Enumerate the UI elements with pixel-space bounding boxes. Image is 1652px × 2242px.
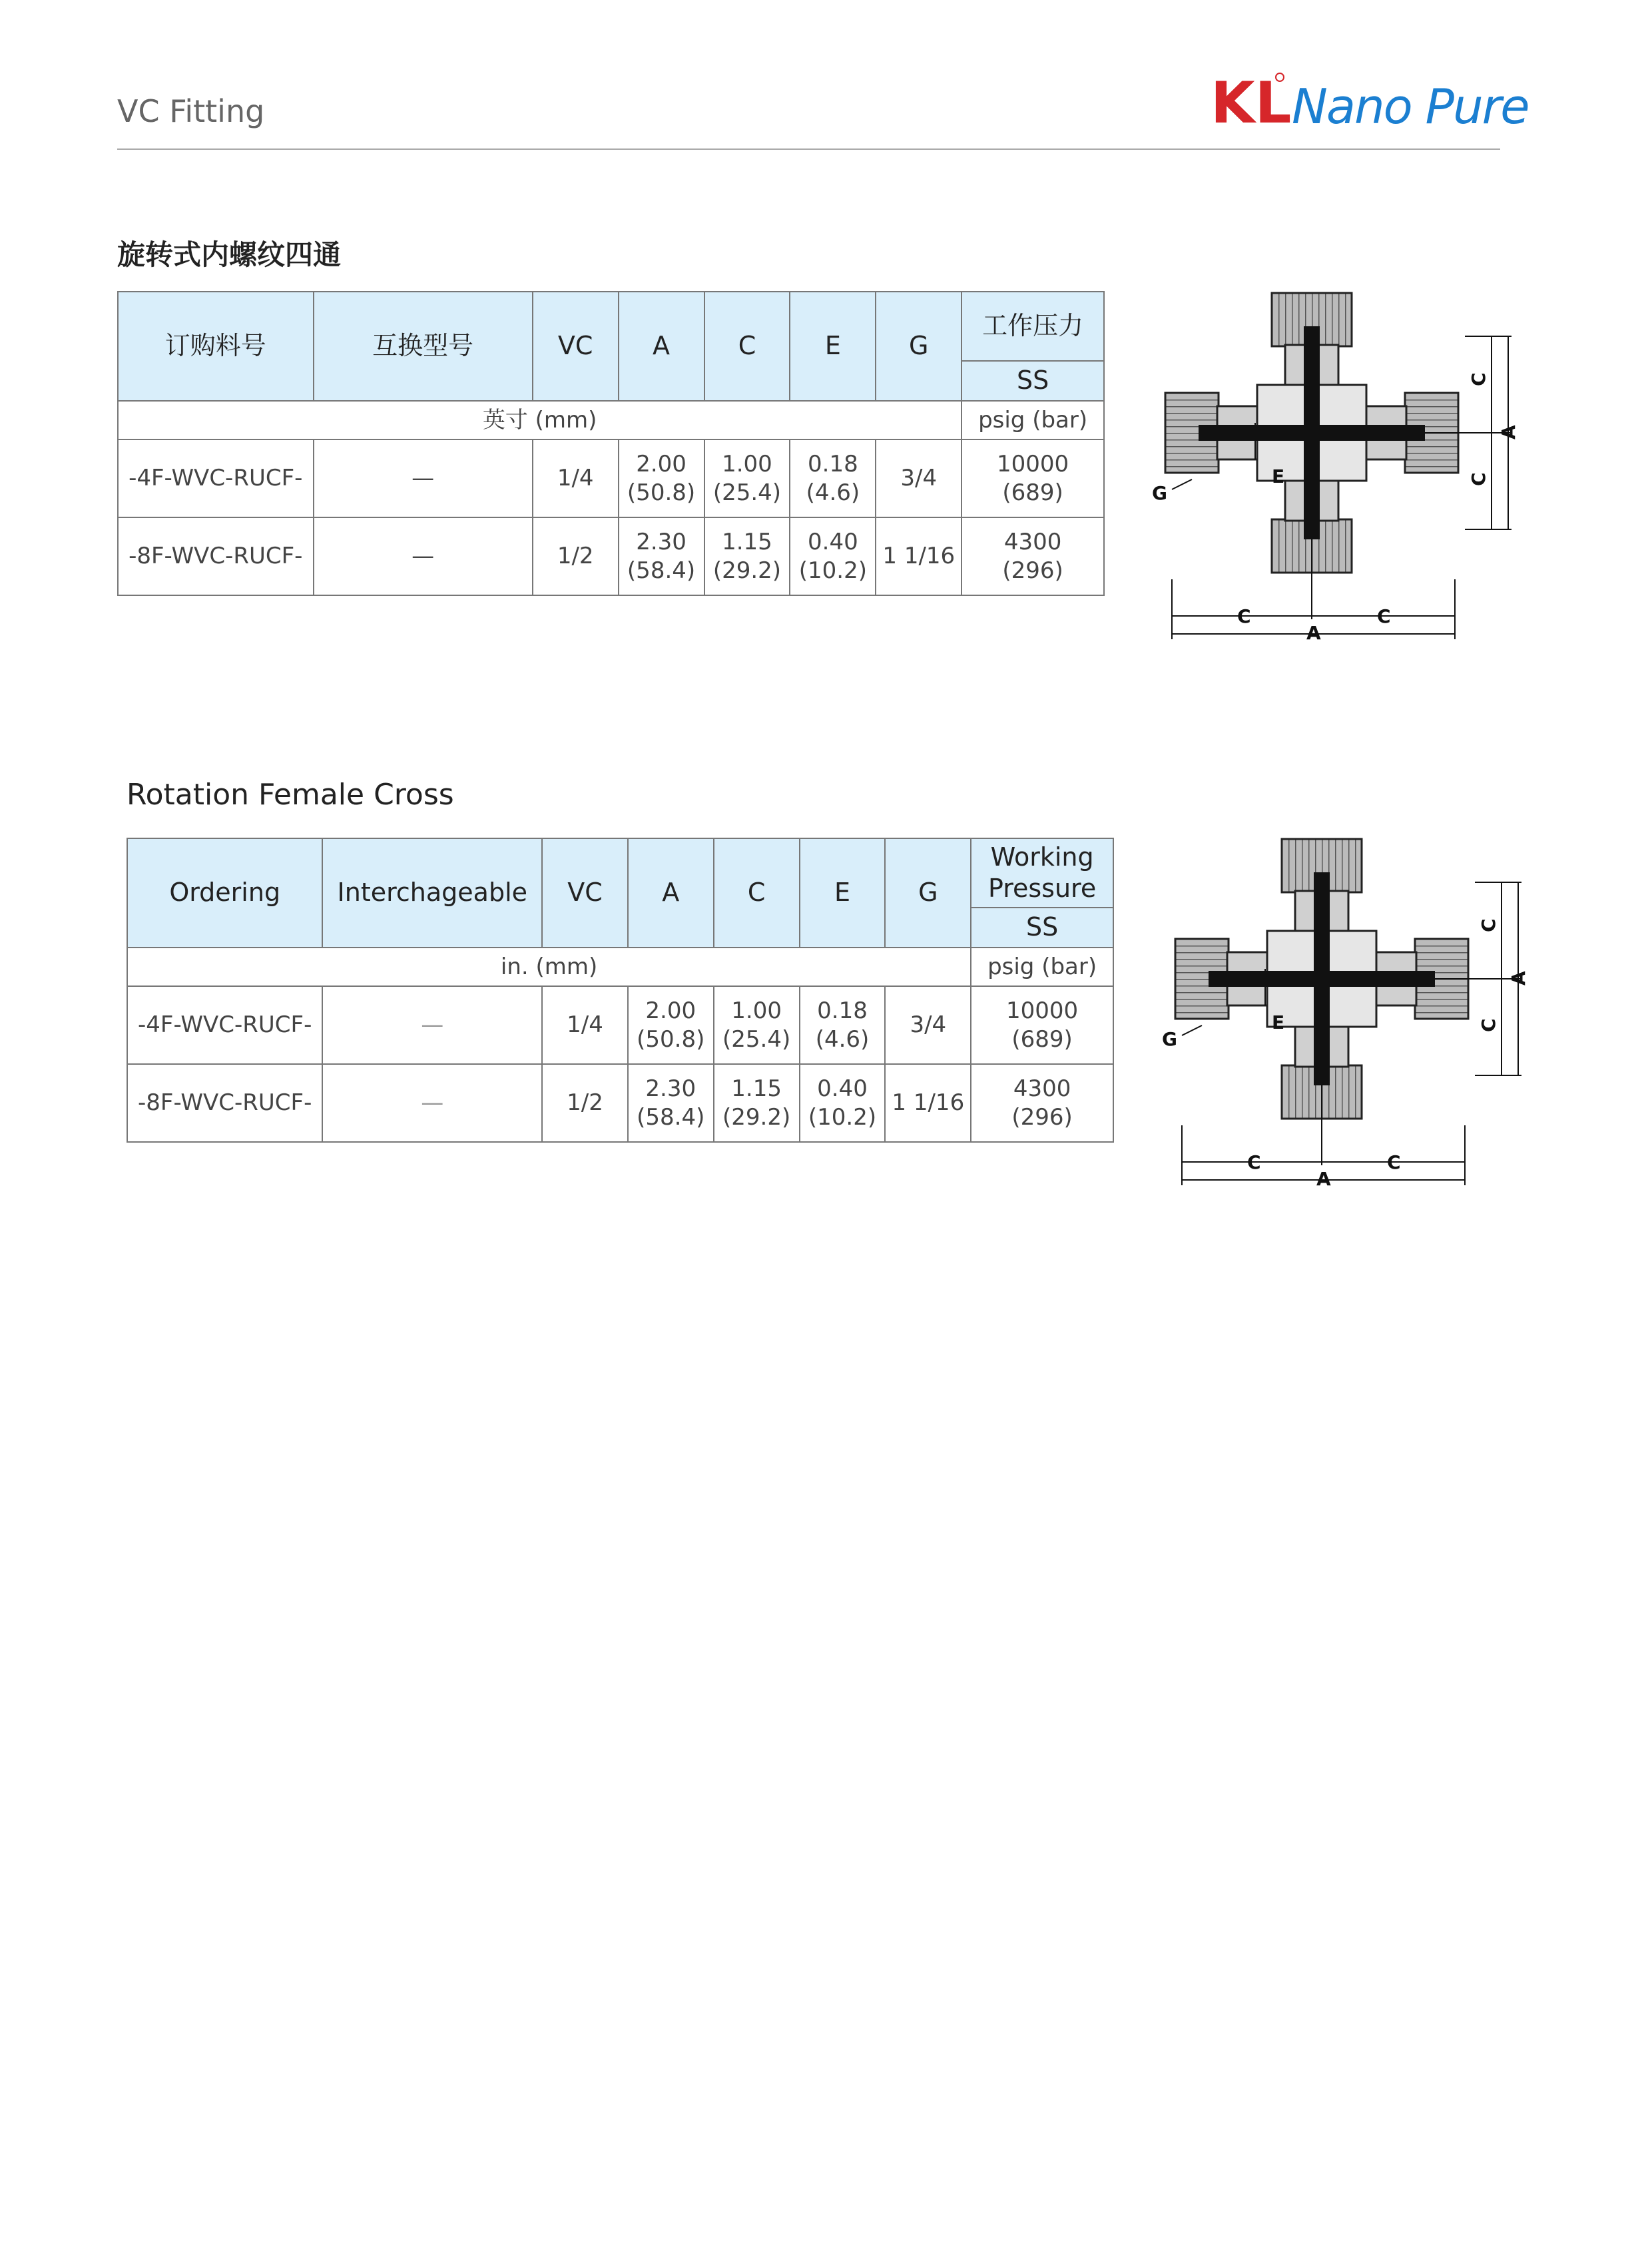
table-row xyxy=(127,1064,1113,1142)
cell-e-in: 0.40 xyxy=(808,529,858,555)
col-header-a: A xyxy=(628,838,714,948)
cell-ordering: -8F-WVC-RUCF- xyxy=(127,1064,322,1142)
col-header-g: G xyxy=(876,292,962,401)
cell-a-mm: (50.8) xyxy=(627,479,696,506)
cell-a-mm: (50.8) xyxy=(637,1025,705,1053)
col-header-pressure-line2: Pressure xyxy=(987,874,1097,903)
dim-label-c: C xyxy=(1247,1151,1261,1173)
cell-pressure-bar: (296) xyxy=(1011,1103,1073,1131)
cell-g: 1 1/16 xyxy=(885,1064,971,1142)
cell-interchange: — xyxy=(314,439,533,517)
dim-label-c: C xyxy=(1468,472,1490,486)
col-header-interchange: Interchageable xyxy=(322,838,542,948)
cell-pressure-psig: 4300 xyxy=(1003,529,1062,555)
cell-c-mm: (25.4) xyxy=(712,479,782,506)
cell-a-mm: (58.4) xyxy=(637,1103,705,1131)
dim-label-c: C xyxy=(1478,1018,1500,1032)
table-row xyxy=(118,439,1104,517)
cell-interchange: — xyxy=(322,1064,542,1142)
col-header-ss: SS xyxy=(962,361,1104,401)
cell-e-mm: (4.6) xyxy=(806,479,860,506)
col-header-interchange: 互换型号 xyxy=(314,292,533,401)
cell-vc: 1/2 xyxy=(542,1064,628,1142)
col-header-pressure-line1: Working xyxy=(990,842,1094,872)
header-divider xyxy=(117,148,1500,150)
cell-a-in: 2.30 xyxy=(645,1075,696,1102)
cell-a xyxy=(619,439,704,517)
cell-e xyxy=(800,986,886,1064)
cell-ordering: -8F-WVC-RUCF- xyxy=(118,517,314,595)
cell-pressure xyxy=(962,517,1104,595)
cell-a-in: 2.00 xyxy=(645,997,696,1024)
cell-pressure-bar: (689) xyxy=(1011,1025,1073,1053)
col-header-a: A xyxy=(619,292,704,401)
cell-c-in: 1.00 xyxy=(722,451,772,477)
dim-label-g: G xyxy=(1162,1028,1177,1050)
dim-label-g: G xyxy=(1152,482,1167,504)
cell-g: 3/4 xyxy=(885,986,971,1064)
cell-e xyxy=(790,439,876,517)
cell-pressure-psig: 10000 xyxy=(1006,997,1079,1024)
cell-pressure-bar: (296) xyxy=(1002,557,1063,584)
section-title-cn: 旋转式内螺纹四通 xyxy=(117,238,342,271)
dim-label-c: C xyxy=(1468,372,1490,386)
cross-fitting-diagram-cn xyxy=(1152,286,1525,659)
dim-label-a: A xyxy=(1508,971,1529,985)
cell-c-in: 1.15 xyxy=(731,1075,782,1102)
cell-c xyxy=(714,986,800,1064)
units-dims: 英寸 (mm) xyxy=(118,401,962,439)
table-row xyxy=(127,986,1113,1064)
cell-c-mm: (29.2) xyxy=(712,557,782,584)
dim-label-c: C xyxy=(1377,605,1391,627)
cell-ordering: -4F-WVC-RUCF- xyxy=(118,439,314,517)
cell-e-mm: (4.6) xyxy=(815,1025,870,1053)
cell-e-in: 0.18 xyxy=(808,451,858,477)
cell-c-mm: (25.4) xyxy=(722,1025,791,1053)
cell-c-mm: (29.2) xyxy=(722,1103,791,1131)
col-header-c: C xyxy=(714,838,800,948)
cell-a xyxy=(619,517,704,595)
page-header-title: VC Fitting xyxy=(117,93,265,129)
cell-interchange: — xyxy=(314,517,533,595)
cell-vc: 1/4 xyxy=(542,986,628,1064)
dim-label-e: E xyxy=(1272,1011,1285,1033)
col-header-pressure: 工作压力 xyxy=(962,292,1104,361)
col-header-ordering: 订购料号 xyxy=(118,292,314,401)
col-header-e: E xyxy=(790,292,876,401)
units-pressure: psig (bar) xyxy=(971,948,1113,986)
col-header-e: E xyxy=(800,838,886,948)
cell-a-mm: (58.4) xyxy=(627,557,696,584)
col-header-pressure xyxy=(971,838,1113,908)
cell-e xyxy=(790,517,876,595)
cell-e-in: 0.40 xyxy=(817,1075,868,1102)
units-dims: in. (mm) xyxy=(127,948,971,986)
dim-label-c: C xyxy=(1478,918,1500,932)
dim-label-a: A xyxy=(1498,425,1519,439)
brand-mark-text: KL xyxy=(1211,70,1292,136)
cell-e-in: 0.18 xyxy=(817,997,868,1024)
cell-a-in: 2.30 xyxy=(636,529,687,555)
dim-label-a: A xyxy=(1306,622,1321,644)
dim-label-c: C xyxy=(1387,1151,1401,1173)
cell-c-in: 1.00 xyxy=(731,997,782,1024)
cell-pressure-bar: (689) xyxy=(1002,479,1063,506)
cell-e-mm: (10.2) xyxy=(798,557,867,584)
brand-name: Nano Pure xyxy=(1292,79,1529,135)
cell-g: 1 1/16 xyxy=(876,517,962,595)
units-pressure: psig (bar) xyxy=(962,401,1104,439)
col-header-ss: SS xyxy=(971,908,1113,948)
section-title-en: Rotation Female Cross xyxy=(127,778,454,812)
col-header-vc: VC xyxy=(533,292,619,401)
cell-g: 3/4 xyxy=(876,439,962,517)
cell-pressure xyxy=(962,439,1104,517)
cross-fitting-diagram-en xyxy=(1162,832,1535,1205)
dim-label-a: A xyxy=(1316,1168,1331,1190)
col-header-ordering: Ordering xyxy=(127,838,322,948)
cell-vc: 1/4 xyxy=(533,439,619,517)
dim-label-e: E xyxy=(1272,465,1285,487)
table-row xyxy=(118,517,1104,595)
spec-table-en xyxy=(127,838,1114,1143)
cell-a-in: 2.00 xyxy=(636,451,687,477)
spec-table-cn xyxy=(117,291,1105,596)
cell-c xyxy=(704,517,790,595)
cell-c xyxy=(714,1064,800,1142)
cell-pressure xyxy=(971,986,1113,1064)
cell-pressure xyxy=(971,1064,1113,1142)
col-header-vc: VC xyxy=(542,838,628,948)
cell-e xyxy=(800,1064,886,1142)
cell-interchange: — xyxy=(322,986,542,1064)
cell-c xyxy=(704,439,790,517)
cell-pressure-psig: 10000 xyxy=(997,451,1069,477)
col-header-g: G xyxy=(885,838,971,948)
cell-a xyxy=(628,986,714,1064)
cell-vc: 1/2 xyxy=(533,517,619,595)
cell-a xyxy=(628,1064,714,1142)
dim-label-c: C xyxy=(1237,605,1251,627)
col-header-c: C xyxy=(704,292,790,401)
cell-c-in: 1.15 xyxy=(722,529,772,555)
cell-ordering: -4F-WVC-RUCF- xyxy=(127,986,322,1064)
cell-pressure-psig: 4300 xyxy=(1013,1075,1071,1102)
cell-e-mm: (10.2) xyxy=(808,1103,877,1131)
